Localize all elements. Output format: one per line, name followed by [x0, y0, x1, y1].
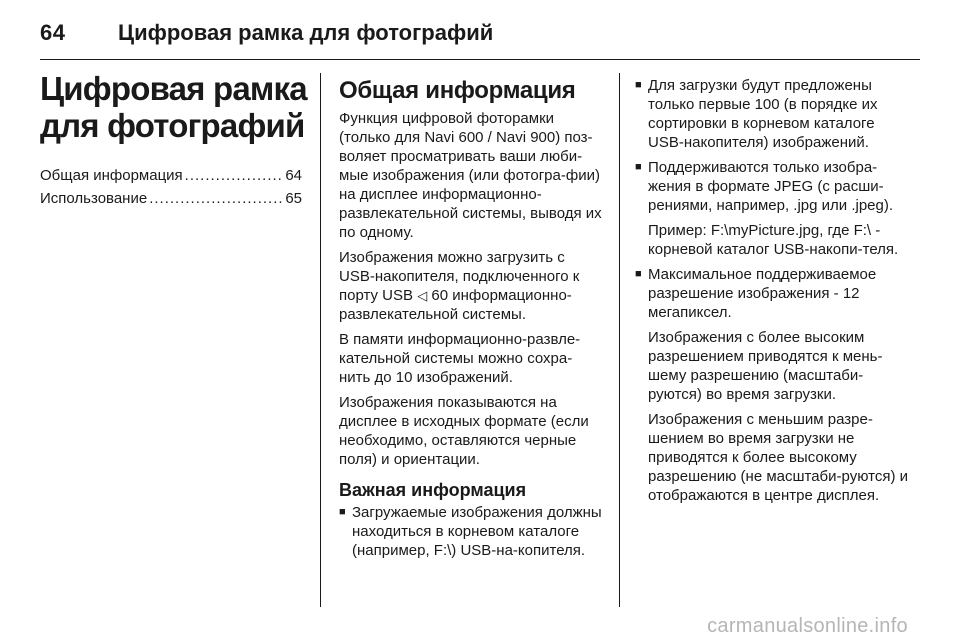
section-title-general: Общая информация — [339, 77, 576, 104]
square-bullet-icon: ■ — [635, 161, 642, 173]
bullet-paragraph: Пример: F:\myPicture.jpg, где F:\ - корневой каталог USB-накопи-теля. — [648, 222, 899, 258]
notes-column — [635, 76, 912, 511]
running-header-title: Цифровая рамка для фотографий — [118, 20, 494, 45]
header-rule — [40, 59, 920, 60]
toc-entry-usage[interactable] — [40, 187, 302, 210]
toc-entry-general[interactable] — [40, 164, 302, 187]
bullet-paragraph: Для загрузки будут предложены только первые 100 (в порядке их сортировки в корневом каталоге USB-накопителя) изображений. — [648, 77, 878, 151]
column-divider-left — [320, 73, 321, 607]
bullet-body — [648, 76, 912, 152]
chapter-title: Цифровая рамка для фотографий — [40, 70, 307, 144]
bullet-paragraph: Максимальное поддерживаемое разрешение изображения - 12 мегапиксел. — [648, 266, 877, 321]
general-info-column — [339, 70, 603, 566]
paragraph-text: Изображения можно загрузить с USB-накопителя, подключенного к порту USB — [339, 249, 580, 304]
xref-page-number[interactable]: 60 — [431, 287, 449, 304]
toc-entry-page: 65 — [285, 190, 302, 207]
toc-leader-dots — [185, 164, 284, 187]
paragraph-text: информационно-развлекательной системы. — [339, 287, 572, 323]
bullet-paragraph: Изображения с более высоким разрешением приводятся к мень-шему разрешению (масштаби-руются) во время загрузки. — [648, 329, 883, 403]
page-number: 64 — [40, 20, 66, 45]
bullet-item — [635, 76, 912, 152]
paragraph: В памяти информационно-развле-кательной системы можно сохра-нить до 10 изображений. — [339, 331, 581, 386]
square-bullet-icon: ■ — [635, 79, 642, 91]
column-divider-right — [619, 73, 620, 607]
chapter-column — [40, 70, 307, 210]
bullet-item — [635, 158, 912, 259]
square-bullet-icon: ■ — [635, 268, 642, 280]
toc-entry-label: Общая информация — [40, 167, 183, 184]
paragraph: Изображения показываются на дисплее в исходных формате (если необходимо, оставляются черные поля) и ориентации. — [339, 394, 589, 468]
toc-entry-label: Использование — [40, 190, 148, 207]
paragraph: Функция цифровой фоторамки (только для Navi 600 / Navi 900) поз-воляет просматривать ваши люби-мые изображения (или фотогра-фии) на дисплее информационно-развлекательной системы, выводя их по одному. — [339, 110, 602, 241]
square-bullet-icon: ■ — [339, 506, 346, 518]
bullet-body — [648, 158, 912, 259]
toc-entry-page: 64 — [285, 167, 302, 184]
bullet-body — [648, 265, 912, 505]
table-of-contents — [40, 164, 302, 210]
bullet-paragraph: Изображения с меньшим разре-шением во время загрузки не приводятся к более высокому разрешению (не масштаби-руются) и отображаются в центре дисплея. — [648, 411, 908, 504]
page-reference-icon: ◁ — [417, 288, 428, 303]
bullet-item — [339, 503, 603, 560]
toc-leader-dots — [149, 187, 283, 210]
bullet-text: Загружаемые изображения должны находиться в корневом каталоге (например, F:\) USB-на-копителя. — [352, 504, 602, 559]
bullet-paragraph: Поддерживаются только изобра-жения в формате JPEG (с расши-рениями, например, .jpg или .jpeg). — [648, 159, 894, 214]
watermark-text: carmanualsonline.info — [707, 615, 908, 637]
section-title-important: Важная информация — [339, 480, 527, 500]
paragraph-with-xref — [339, 248, 603, 324]
bullet-item — [635, 265, 912, 505]
